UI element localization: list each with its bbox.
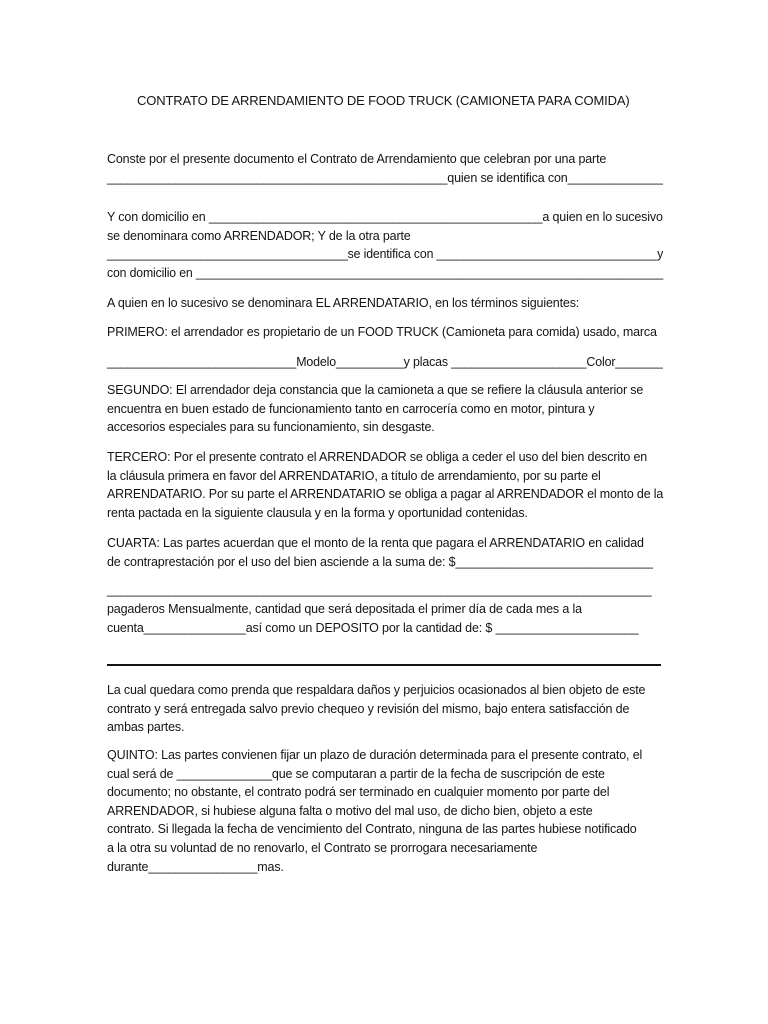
text-line: ARRENDATARIO. Por su parte el ARRENDATARIO se obliga a pagar al ARRENDADOR el monto de la	[107, 487, 664, 502]
text-line: PRIMERO: el arrendador es propietario de un FOOD TRUCK (Camioneta para comida) usado, marca	[107, 325, 657, 339]
clause-primero	[107, 323, 667, 342]
text-line: La cual quedara como prenda que respaldara daños y perjuicios ocasionados al bien objeto de este	[107, 683, 646, 697]
text-line: la cláusula primera en favor del ARRENDATARIO, a título de arrendamiento, por su parte el	[107, 468, 601, 483]
text-line: SEGUNDO: El arrendador deja constancia que la camioneta a que se refiere la cláusula anterior se	[107, 383, 644, 397]
text-line: ____________________________________se identifica con _________________________________y	[107, 247, 664, 262]
text-line: A quien en lo sucesivo se denominara EL ARRENDATARIO, en los términos siguientes:	[107, 296, 580, 310]
clause-cuarta-blank-line	[107, 581, 667, 600]
clause-cuarta-payment	[107, 600, 667, 637]
horizontal-rule	[107, 664, 661, 666]
text-line: __________________________________________________quien se identifica con______________	[107, 170, 663, 185]
text-line: TERCERO: Por el presente contrato el ARRENDADOR se obliga a ceder el uso del bien descrito en	[107, 450, 648, 464]
text-line: contrato. Si llegada la fecha de vencimiento del Contrato, ninguna de las partes hubiese notificado	[107, 822, 637, 837]
text-line: ________________________________________________________________________________	[107, 583, 652, 597]
clause-primero-fields	[107, 353, 667, 372]
arrendatario-paragraph	[107, 294, 667, 313]
text-line: cual será de ______________que se computaran a partir de la fecha de suscripción de este	[107, 766, 605, 781]
text-line: pagaderos Mensualmente, cantidad que será depositada el primer día de cada mes a la	[107, 602, 582, 616]
clause-tercero	[107, 448, 667, 522]
text-line: Y con domicilio en _________________________________________________a quien en lo sucesivo	[107, 210, 663, 224]
parties-paragraph	[107, 208, 667, 282]
text-line: a la otra su voluntad de no renovarlo, el Contrato se prorrogara necesariamente	[107, 840, 538, 855]
text-line: ARRENDADOR, si hubiese alguna falta o motivo del mal uso, de dicho bien, objeto a este	[107, 803, 593, 818]
text-line: con domicilio en ______________________________________________________________________	[107, 265, 664, 280]
prenda-paragraph	[107, 681, 667, 737]
text-line: durante________________mas.	[107, 859, 284, 874]
text-line: cuenta_______________así como un DEPOSITO por la cantidad de: $ _____________________	[107, 620, 639, 635]
text-line: documento; no obstante, el contrato podrá ser terminado en cualquier momento por parte del	[107, 785, 610, 800]
clause-quinto	[107, 746, 667, 876]
text-line: QUINTO: Las partes convienen fijar un plazo de duración determinada para el presente contrato, el	[107, 748, 643, 762]
text-line: contrato y será entregada salvo previo chequeo y revisión del mismo, bajo entera satisfacción de	[107, 701, 630, 716]
text-line: renta pactada en la siguiente clausula y en la forma y oportunidad contenidas.	[107, 505, 528, 520]
text-line: ____________________________Modelo__________y placas ____________________Color_______	[107, 355, 663, 369]
clause-segundo	[107, 381, 667, 437]
clause-cuarta	[107, 534, 667, 571]
text-line: ambas partes.	[107, 720, 185, 735]
text-line: encuentra en buen estado de funcionamiento tanto en carrocería como en motor, pintura y	[107, 401, 595, 416]
text-line: se denominara como ARRENDADOR; Y de la otra parte	[107, 228, 411, 243]
text-line: Conste por el presente documento el Contrato de Arrendamiento que celebran por una parte	[107, 152, 607, 166]
text-line: de contraprestación por el uso del bien asciende a la suma de: $_____________________________	[107, 554, 653, 569]
intro-paragraph	[107, 150, 667, 187]
text-line: CUARTA: Las partes acuerdan que el monto de la renta que pagara el ARRENDATARIO en calidad	[107, 536, 644, 550]
text-line: accesorios especiales para su funcionamiento, sin desgaste.	[107, 420, 435, 435]
document-title: CONTRATO DE ARRENDAMIENTO DE FOOD TRUCK (CAMIONETA PARA COMIDA)	[137, 93, 630, 108]
